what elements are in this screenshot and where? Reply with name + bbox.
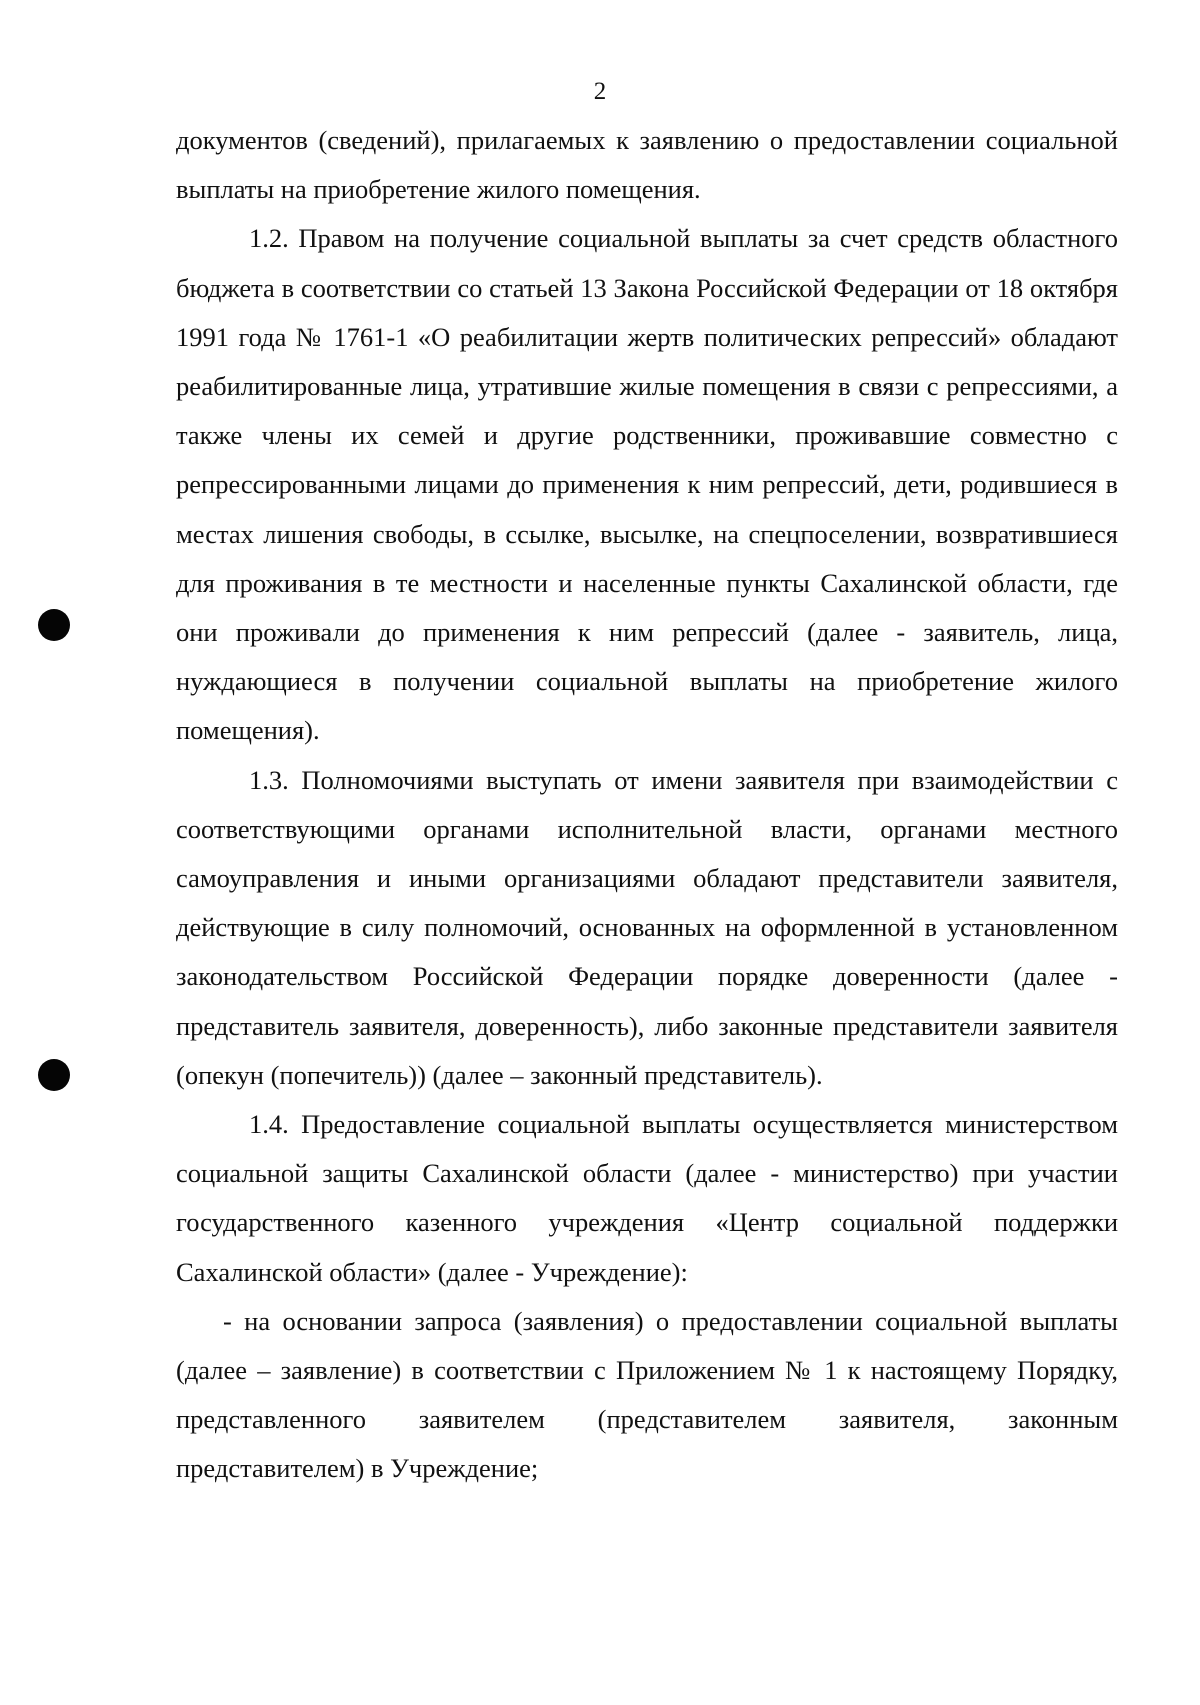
paragraph-continuation: документов (сведений), прилагаемых к заявлению о предоставлении социальной выплаты на приобретение жилого помещения. [176,125,1118,205]
document-body [176,116,1118,1494]
paragraph-1-3: 1.3. Полномочиями выступать от имени заявителя при взаимодействии с соответствующими органами исполнительной власти, органами местного самоуправления и иными организациями обладают представители заявителя, действующие в силу полномочий, основанных на оформленной в установленном законодательством Российской Федерации порядке доверенности (далее - представитель заявителя, доверенность), либо законные представители заявителя (опекун (попечитель)) (далее – законный представитель). [176,764,1118,1090]
page-number: 2 [593,78,607,105]
paragraph-1-4: 1.4. Предоставление социальной выплаты осуществляется министерством социальной защиты Сахалинской области (далее - министерство) при участии государственного казенного учреждения «Центр социальной поддержки Сахалинской области» (далее - Учреждение): [176,1109,1118,1287]
punch-hole-top [38,609,70,641]
punch-hole-bottom [38,1059,70,1091]
paragraph-1-2: 1.2. Правом на получение социальной выплаты за счет средств областного бюджета в соответствии со статьей 13 Закона Российской Федерации от 18 октября 1991 года № 1761-1 «О реабилитации жертв политических репрессий» обладают реабилитированные лица, утратившие жилые помещения в связи с репрессиями, а также члены их семей и другие родственники, проживавшие совместно с репрессированными лицами до применения к ним репрессий, дети, родившиеся в местах лишения свободы, в ссылке, высылке, на спецпоселении, возвратившиеся для проживания в те местности и населенные пункты Сахалинской области, где они проживали до применения к ним репрессий (далее - заявитель, лица, нуждающиеся в получении социальной выплаты на приобретение жилого помещения). [176,223,1118,746]
paragraph-1-4-list-item: - на основании запроса (заявления) о предоставлении социальной выплаты (далее – заявление) в соответствии с Приложением № 1 к настоящему Порядку, представленного заявителем (представителем заявителя, законным представителем) в Учреждение; [176,1305,1118,1484]
